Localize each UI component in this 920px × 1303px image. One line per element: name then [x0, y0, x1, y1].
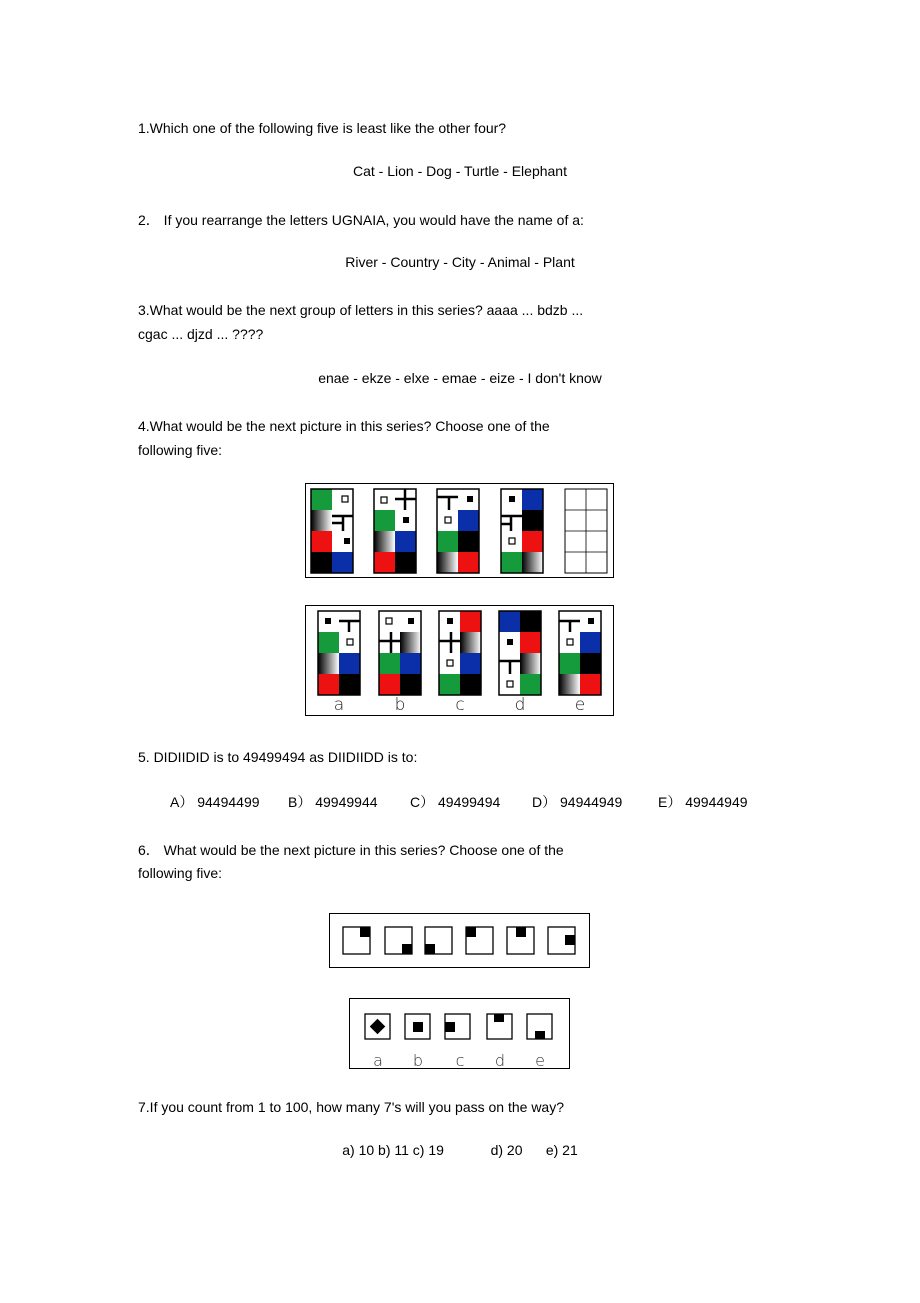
series-square-1-marker [360, 927, 370, 937]
answer-label-c: c [455, 1051, 465, 1069]
question-3-text-line1: 3.What would be the next group of letters in this series? aaaa ... bdzb ... [138, 302, 584, 318]
question-6-answer-figure [349, 998, 570, 1069]
answer-marker-b [413, 1022, 423, 1032]
question-4-series-figure [305, 483, 614, 578]
question-5-option-d: D） 94944949 [532, 794, 623, 810]
answer-tile-b [379, 611, 421, 695]
answer-tile-c [439, 611, 481, 695]
question-3-text-line2: cgac ... djzd ... ???? [138, 326, 264, 342]
question-3-options: enae - ekze - elxe - emae - eize - I don't know [318, 370, 602, 386]
series-square-4-marker [466, 927, 476, 937]
question-4-text-line2: following five: [138, 442, 223, 458]
answer-label-b: b [394, 695, 406, 715]
question-7-options: a) 10 b) 11 c) 19 d) 20 e) 21 [342, 1142, 578, 1158]
question-4-text-line1: 4.What would be the next picture in this series? Choose one of the [138, 418, 550, 434]
answer-label-e: e [574, 695, 586, 715]
question-6-series-figure [329, 913, 590, 968]
series-tile-1 [311, 489, 353, 573]
series-tile-3 [437, 489, 479, 573]
series-tile-4 [501, 489, 543, 573]
question-7-text: 7.If you count from 1 to 100, how many 7's will you pass on the way? [138, 1099, 565, 1115]
series-square-2-marker [402, 944, 412, 954]
question-2-options: River - Country - City - Animal - Plant [345, 254, 575, 270]
answer-marker-d [494, 1014, 504, 1022]
question-5-option-a: A） 94494499 [170, 794, 260, 810]
answer-label-a: a [333, 695, 345, 715]
series-square-3-marker [425, 944, 435, 954]
question-4-answer-figure [305, 605, 614, 716]
answer-label-e: e [535, 1051, 545, 1069]
answer-tile-e [559, 611, 601, 695]
series-square-6-marker [565, 935, 575, 945]
question-5-option-c: C） 49499494 [410, 794, 501, 810]
question-5-option-b: B） 49949944 [288, 794, 378, 810]
answer-tile-a [318, 611, 360, 695]
question-1-options: Cat - Lion - Dog - Turtle - Elephant [353, 163, 567, 179]
question-5-option-e: E） 49944949 [658, 794, 748, 810]
answer-marker-e [535, 1031, 545, 1039]
answer-label-a: a [373, 1051, 383, 1069]
series-tile-empty [565, 489, 607, 573]
answer-label-c: c [455, 695, 465, 715]
answer-marker-c [445, 1022, 455, 1032]
answer-label-d: d [514, 695, 526, 715]
question-2-text: 2． If you rearrange the letters UGNAIA, you would have the name of a: [138, 212, 584, 228]
answer-label-d: d [494, 1051, 506, 1069]
series-square-5-marker [516, 927, 526, 937]
answer-label-b: b [412, 1051, 424, 1069]
question-6-text-line2: following five: [138, 865, 223, 881]
question-5-text: 5. DIDIIDID is to 49499494 as DIIDIIDD is to: [138, 749, 418, 765]
question-1-text: 1.Which one of the following five is least like the other four? [138, 120, 507, 136]
answer-tile-d [499, 611, 541, 695]
question-6-text-line1: 6． What would be the next picture in this series? Choose one of the [138, 842, 564, 858]
series-tile-2 [374, 489, 416, 573]
